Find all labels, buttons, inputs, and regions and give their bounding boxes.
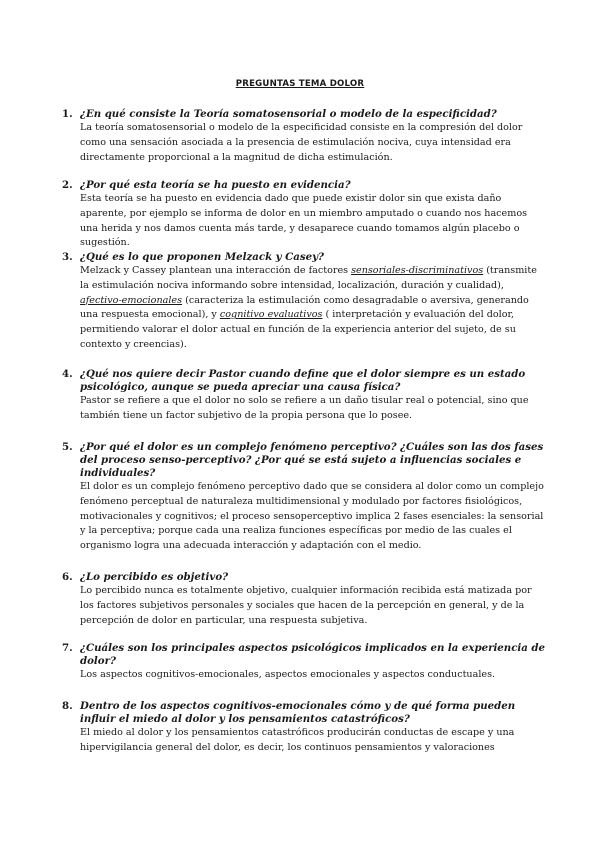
answer-segment: Melzack y Cassey plantean una interacción de factores [80,265,352,276]
question-block [62,700,546,756]
answer-text: Lo percibido nunca es totalmente objetivo, cualquier información recibida está matizada por los factores subjetivos personales y sociales que hacen de la percepción en general, y de la percepción de dolor en particular, una respuesta subjetiva. [80,585,532,626]
question-text: ¿Lo percibido es objetivo? [80,571,229,583]
question-number: 2. [62,179,73,191]
question-block [62,441,546,554]
question-block [62,108,546,165]
question-text: ¿Qué es lo que proponen Melzack y Casey? [80,251,324,263]
question-block [62,179,546,251]
question-text: Dentro de los aspectos cognitivos-emocionales cómo y de qué forma pueden influir el miedo al dolor y los pensamientos catastróficos? [80,700,516,725]
answer-text: La teoría somatosensorial o modelo de la especificidad consiste en la compresión del dolor como una sensación asociada a la presencia de estimulación nociva, cuya intensidad era directamente proporcional a la magnitud de dicha estimulación. [80,122,523,163]
question-block [62,642,546,683]
answer-text: Pastor se refiere a que el dolor no solo se refiere a un daño tisular real o potencial, sino que también tiene un factor subjetivo de la propia persona que lo posee. [80,395,529,421]
answer-text: Esta teoría se ha puesto en evidencia dado que puede existir dolor sin que exista daño aparente, por ejemplo se informa de dolor en un miembro amputado o cuando nos hacemos una herida y nos damos cuenta más tarde, y desaparece cuando tomamos algún placebo o sugestión. [80,193,528,249]
answer-segment: (transmite la estimulación nociva informando sobre intensidad, localización, duración y cualidad), [80,265,537,291]
question-block [62,251,546,353]
question-text: ¿En qué consiste la Teoría somatosensorial o modelo de la especificidad? [80,108,497,120]
question-number: 4. [62,368,73,380]
question-block [62,368,546,424]
answer-term-afectivo: afectivo-emocionales [80,294,183,306]
answer-term-cognitivo: cognitivo evaluativos [219,309,323,321]
answer-text [80,264,546,353]
answer-term-sensorial: sensoriales-discriminativos [351,265,484,276]
answer-text: El miedo al dolor y los pensamientos catastróficos producirán conductas de escape y una hipervigilancia general del dolor, es decir, los continuos pensamientos y valoraciones [80,727,515,753]
question-block [62,571,546,628]
question-number: 3. [62,251,73,263]
page-title: PREGUNTAS TEMA DOLOR [235,79,365,89]
question-number: 6. [62,571,73,583]
answer-segment: (caracteriza la estimulación como desagradable o aversiva, generando una respuesta emocional), y [80,294,529,321]
question-text: ¿Cuáles son los principales aspectos psicológicos implicados en la experiencia de dolor? [80,642,546,667]
question-text: ¿Qué nos quiere decir Pastor cuando define que el dolor siempre es un estado psicológico, aunque se pueda apreciar una causa física? [80,368,526,393]
question-number: 5. [62,441,73,453]
answer-text: El dolor es un complejo fenómeno perceptivo dado que se considera al dolor como un complejo fenómeno perceptual de naturaleza multidimensional y modulado por factores fisiológicos, motivacionales y cognitivos; el proceso sensoperceptivo implica 2 fases esenciales: la sensorial y la perceptiva; porque cada una realiza funciones específicas por medio de las cuales el organismo logra una adecuada interacción y adaptación con el medio. [80,481,544,552]
answer-text: Los aspectos cognitivos-emocionales, aspectos emocionales y aspectos conductuales. [80,669,496,680]
question-text: ¿Por qué el dolor es un complejo fenómeno perceptivo? ¿Cuáles son las dos fases del proceso senso-perceptivo? ¿Por qué se está sujeto a influencias sociales e individuales? [80,441,544,479]
question-text: ¿Por qué esta teoría se ha puesto en evidencia? [80,179,351,191]
answer-segment: ( interpretación y evaluación del dolor, permitiendo valorar el dolor actual en función de la experiencia anterior del sujeto, de su contexto y creencias). [80,309,516,350]
question-number: 7. [62,642,73,654]
question-number: 8. [62,700,73,712]
question-number: 1. [62,108,73,120]
